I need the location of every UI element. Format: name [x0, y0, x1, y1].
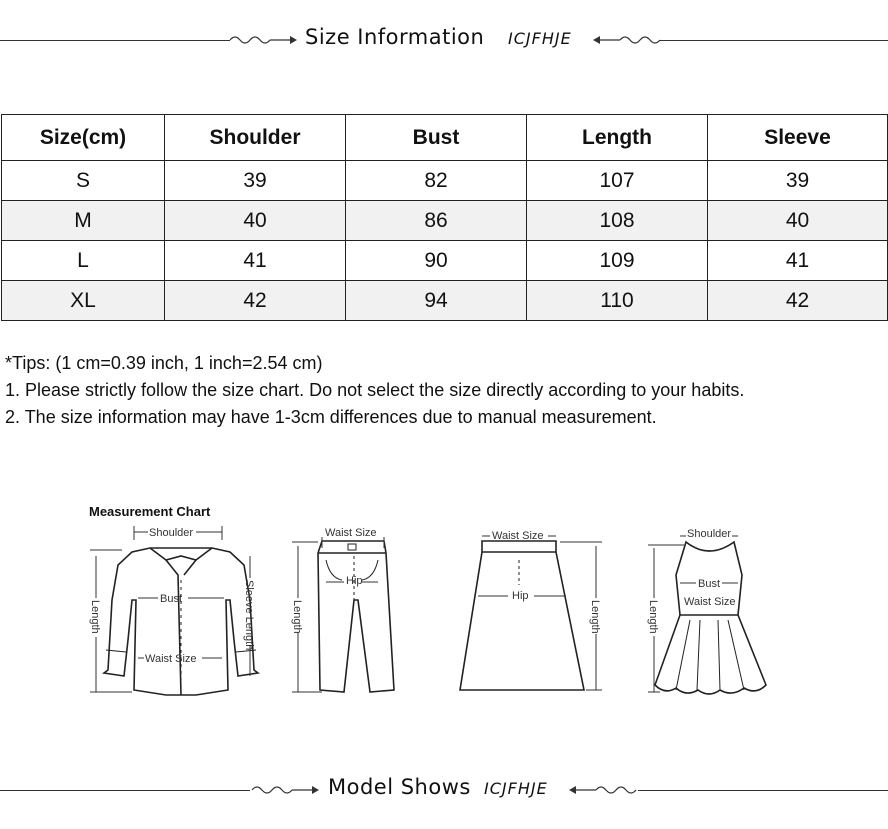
tips-line-2: 2. The size information may have 1-3cm differences due to manual measurement. [5, 407, 657, 427]
cell-sleeve: 42 [708, 281, 888, 321]
cell-length: 107 [527, 161, 708, 201]
cell-shoulder: 40 [165, 201, 346, 241]
footer-right-ornament-icon [566, 781, 638, 799]
cell-shoulder: 42 [165, 281, 346, 321]
cell-length: 108 [527, 201, 708, 241]
cell-bust: 82 [346, 161, 527, 201]
shirt-waist-label: Waist Size [145, 653, 197, 665]
header-sleeve: Sleeve [708, 115, 888, 161]
header-title: Size Information [305, 25, 485, 49]
cell-shoulder: 41 [165, 241, 346, 281]
shirt-diagram-icon [104, 548, 258, 695]
tips-conversion: *Tips: (1 cm=0.39 inch, 1 inch=2.54 cm) [5, 353, 323, 373]
cell-size: XL [2, 281, 165, 321]
dress-diagram-icon [655, 542, 766, 694]
shirt-sleeve-length-label: Sleeve Length [243, 580, 255, 651]
shirt-shoulder-label: Shoulder [149, 527, 194, 539]
pants-length-label: Length [291, 600, 303, 634]
cell-bust: 90 [346, 241, 527, 281]
footer-brand-text: CJFHJE [489, 779, 548, 798]
skirt-length-label: Length [589, 600, 601, 634]
pants-hip-label: Hip [346, 575, 363, 587]
cell-bust: 86 [346, 201, 527, 241]
header-bust: Bust [346, 115, 527, 161]
footer-left-rule [0, 790, 250, 791]
dress-bust-label: Bust [698, 578, 721, 590]
header-shoulder: Shoulder [165, 115, 346, 161]
cell-sleeve: 41 [708, 241, 888, 281]
footer-left-ornament-icon [250, 781, 322, 799]
footer-title: Model Shows [328, 775, 471, 799]
header-brand-text: CJFHJE [513, 29, 572, 48]
skirt-diagram-icon [460, 541, 584, 690]
dress-length-label: Length [647, 600, 659, 634]
cell-shoulder: 39 [165, 161, 346, 201]
footer-right-rule [638, 790, 888, 791]
skirt-hip-label: Hip [512, 590, 529, 602]
tips-line-1: 1. Please strictly follow the size chart. Do not select the size directly according to your habits. [5, 380, 745, 400]
pants-waist-label: Waist Size [325, 527, 377, 539]
pants-diagram-icon [318, 541, 394, 692]
dress-waist-label: Waist Size [684, 596, 736, 608]
shirt-length-label: Length [89, 600, 101, 634]
header-size: Size(cm) [2, 115, 165, 161]
footer-brand: ICJFHJE [484, 779, 548, 798]
dress-shoulder-label: Shoulder [687, 528, 732, 540]
cell-size: L [2, 241, 165, 281]
measurement-chart-title: Measurement Chart [89, 504, 211, 519]
skirt-waist-label: Waist Size [492, 530, 544, 542]
cell-sleeve: 40 [708, 201, 888, 241]
cell-size: S [2, 161, 165, 201]
header-length: Length [527, 115, 708, 161]
cell-bust: 94 [346, 281, 527, 321]
header-brand: ICJFHJE [508, 29, 572, 48]
cell-length: 109 [527, 241, 708, 281]
footer-banner [0, 775, 888, 805]
shirt-bust-label: Bust [160, 593, 183, 605]
cell-size: M [2, 201, 165, 241]
cell-length: 110 [527, 281, 708, 321]
cell-sleeve: 39 [708, 161, 888, 201]
